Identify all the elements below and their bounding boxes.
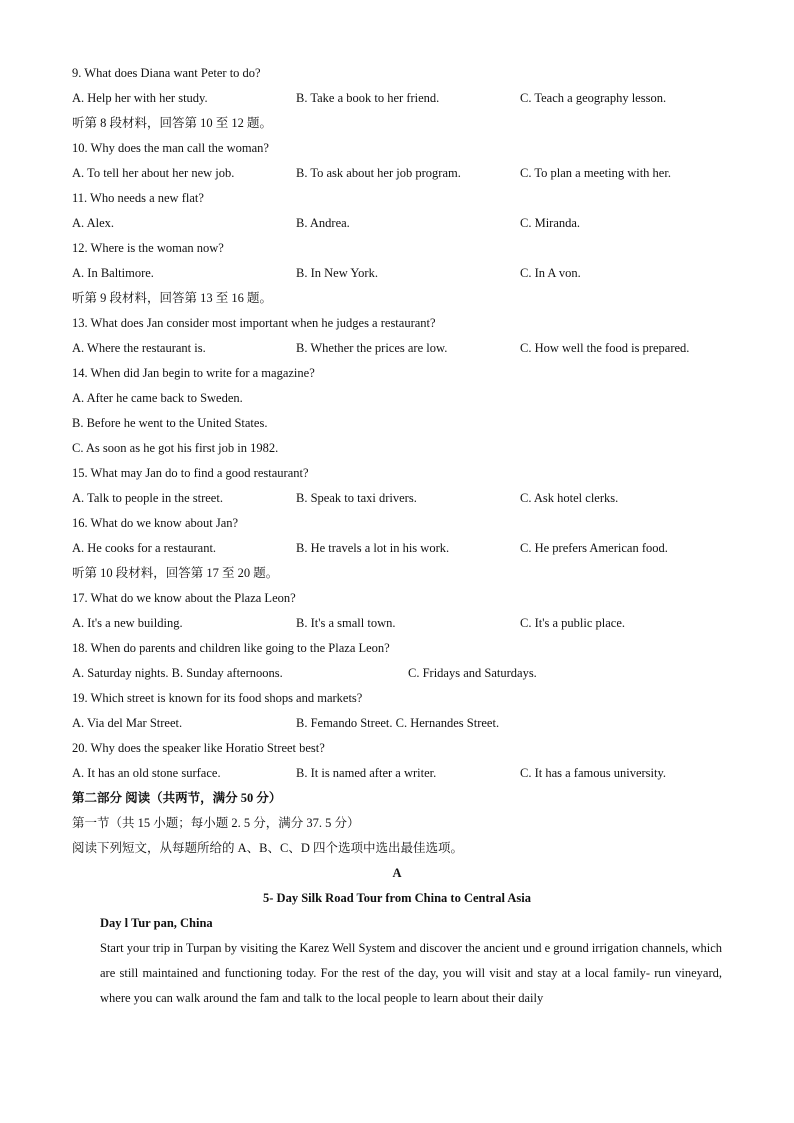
- options-9: [72, 86, 722, 111]
- option-a: A. To tell her about her new job.: [72, 166, 235, 180]
- passage-paragraph: Start your trip in Turpan by visiting the Karez Well System and discover the ancient und e ground irrigation channels, which are still maintained and functioning today. For the rest of the day, you will visit and stay at a local family- run vineyard, where you can walk around the fam and talk to the local people to learn about their daily: [100, 941, 722, 1005]
- option-a: A. After he came back to Sweden.: [72, 391, 243, 405]
- question-stem: 19. Which street is known for its food shops and markets?: [72, 691, 363, 705]
- option-b: B. Whether the prices are low.: [296, 341, 448, 355]
- question-10: [72, 136, 722, 161]
- option-c: C. Fridays and Saturdays.: [408, 666, 537, 680]
- day-heading: Day l Tur pan, China: [100, 916, 213, 930]
- question-15: [72, 461, 722, 486]
- options-11: [72, 211, 722, 236]
- option-c: C. Miranda.: [520, 216, 581, 230]
- option-a: A. He cooks for a restaurant.: [72, 541, 217, 555]
- option-a: A. Where the restaurant is.: [72, 341, 206, 355]
- question-stem: 18. When do parents and children like going to the Plaza Leon?: [72, 641, 390, 655]
- option-a: A. It's a new building.: [72, 616, 183, 630]
- question-12: [72, 236, 722, 261]
- question-stem: 16. What do we know about Jan?: [72, 516, 239, 530]
- section-heading: 第一节（共 15 小题；每小题 2. 5 分，满分 37. 5 分）: [72, 816, 360, 830]
- option-b: B. To ask about her job program.: [296, 166, 461, 180]
- options-17: [72, 611, 722, 636]
- question-14: [72, 361, 722, 386]
- option-a: A. Help her with her study.: [72, 91, 208, 105]
- question-stem: 10. Why does the man call the woman?: [72, 141, 269, 155]
- option-b: B. It is named after a writer.: [296, 766, 437, 780]
- option-a: A. Alex.: [72, 216, 115, 230]
- question-19: [72, 686, 722, 711]
- option-b: B. Before he went to the United States.: [72, 416, 268, 430]
- section-instruction: 听第 10 段材料，回答第 17 至 20 题。: [72, 566, 279, 580]
- option-c: C. To plan a meeting with her.: [520, 166, 671, 180]
- option-c: C. It's a public place.: [520, 616, 625, 630]
- option-b: B. Take a book to her friend.: [296, 91, 440, 105]
- reading-instruction: 阅读下列短文，从每题所给的 A、B、C、D 四个选项中选出最佳选项。: [72, 841, 463, 855]
- question-11: [72, 186, 722, 211]
- options-15: [72, 486, 722, 511]
- question-stem: 15. What may Jan do to find a good restaurant?: [72, 466, 309, 480]
- option-b: B. Andrea.: [296, 216, 350, 230]
- option-b: B. He travels a lot in his work.: [296, 541, 450, 555]
- option-c: C. It has a famous university.: [520, 766, 667, 780]
- question-17: [72, 586, 722, 611]
- option-b: B. Femando Street. C. Hernandes Street.: [296, 716, 500, 730]
- passage-letter: A: [392, 866, 402, 880]
- question-stem: 11. Who needs a new flat?: [72, 191, 204, 205]
- exam-page: [72, 61, 722, 1011]
- question-20: [72, 736, 722, 761]
- question-stem: 14. When did Jan begin to write for a magazine?: [72, 366, 315, 380]
- question-stem: 12. Where is the woman now?: [72, 241, 224, 255]
- options-12: [72, 261, 722, 286]
- option-a: A. It has an old stone surface.: [72, 766, 221, 780]
- question-stem: 20. Why does the speaker like Horatio Street best?: [72, 741, 325, 755]
- option-b: B. It's a small town.: [296, 616, 396, 630]
- section-instruction: 听第 8 段材料，回答第 10 至 12 题。: [72, 116, 273, 130]
- question-stem: 17. What do we know about the Plaza Leon?: [72, 591, 296, 605]
- option-a: A. Talk to people in the street.: [72, 491, 223, 505]
- question-stem: 13. What does Jan consider most important when he judges a restaurant?: [72, 316, 436, 330]
- option-b: B. In New York.: [296, 266, 378, 280]
- options-18: [72, 661, 722, 686]
- option-a: A. In Baltimore.: [72, 266, 154, 280]
- option-a: A. Saturday nights. B. Sunday afternoons.: [72, 666, 283, 680]
- options-19: [72, 711, 722, 736]
- options-13: [72, 336, 722, 361]
- section-instruction: 听第 9 段材料，回答第 13 至 16 题。: [72, 291, 273, 305]
- option-b: B. Speak to taxi drivers.: [296, 491, 417, 505]
- option-c: C. Teach a geography lesson.: [520, 91, 667, 105]
- options-20: [72, 761, 722, 786]
- option-c: C. In A von.: [520, 266, 581, 280]
- option-c: C. As soon as he got his first job in 1982.: [72, 441, 279, 455]
- option-c: C. He prefers American food.: [520, 541, 668, 555]
- options-16: [72, 536, 722, 561]
- question-9: [72, 61, 722, 86]
- part-heading: 第二部分 阅读（共两节，满分 50 分）: [72, 791, 282, 805]
- question-13: [72, 311, 722, 336]
- passage-title: 5- Day Silk Road Tour from China to Central Asia: [263, 891, 531, 905]
- question-16: [72, 511, 722, 536]
- option-c: C. How well the food is prepared.: [520, 341, 690, 355]
- question-stem: 9. What does Diana want Peter to do?: [72, 66, 261, 80]
- option-c: C. Ask hotel clerks.: [520, 491, 619, 505]
- option-a: A. Via del Mar Street.: [72, 716, 183, 730]
- options-10: [72, 161, 722, 186]
- question-18: [72, 636, 722, 661]
